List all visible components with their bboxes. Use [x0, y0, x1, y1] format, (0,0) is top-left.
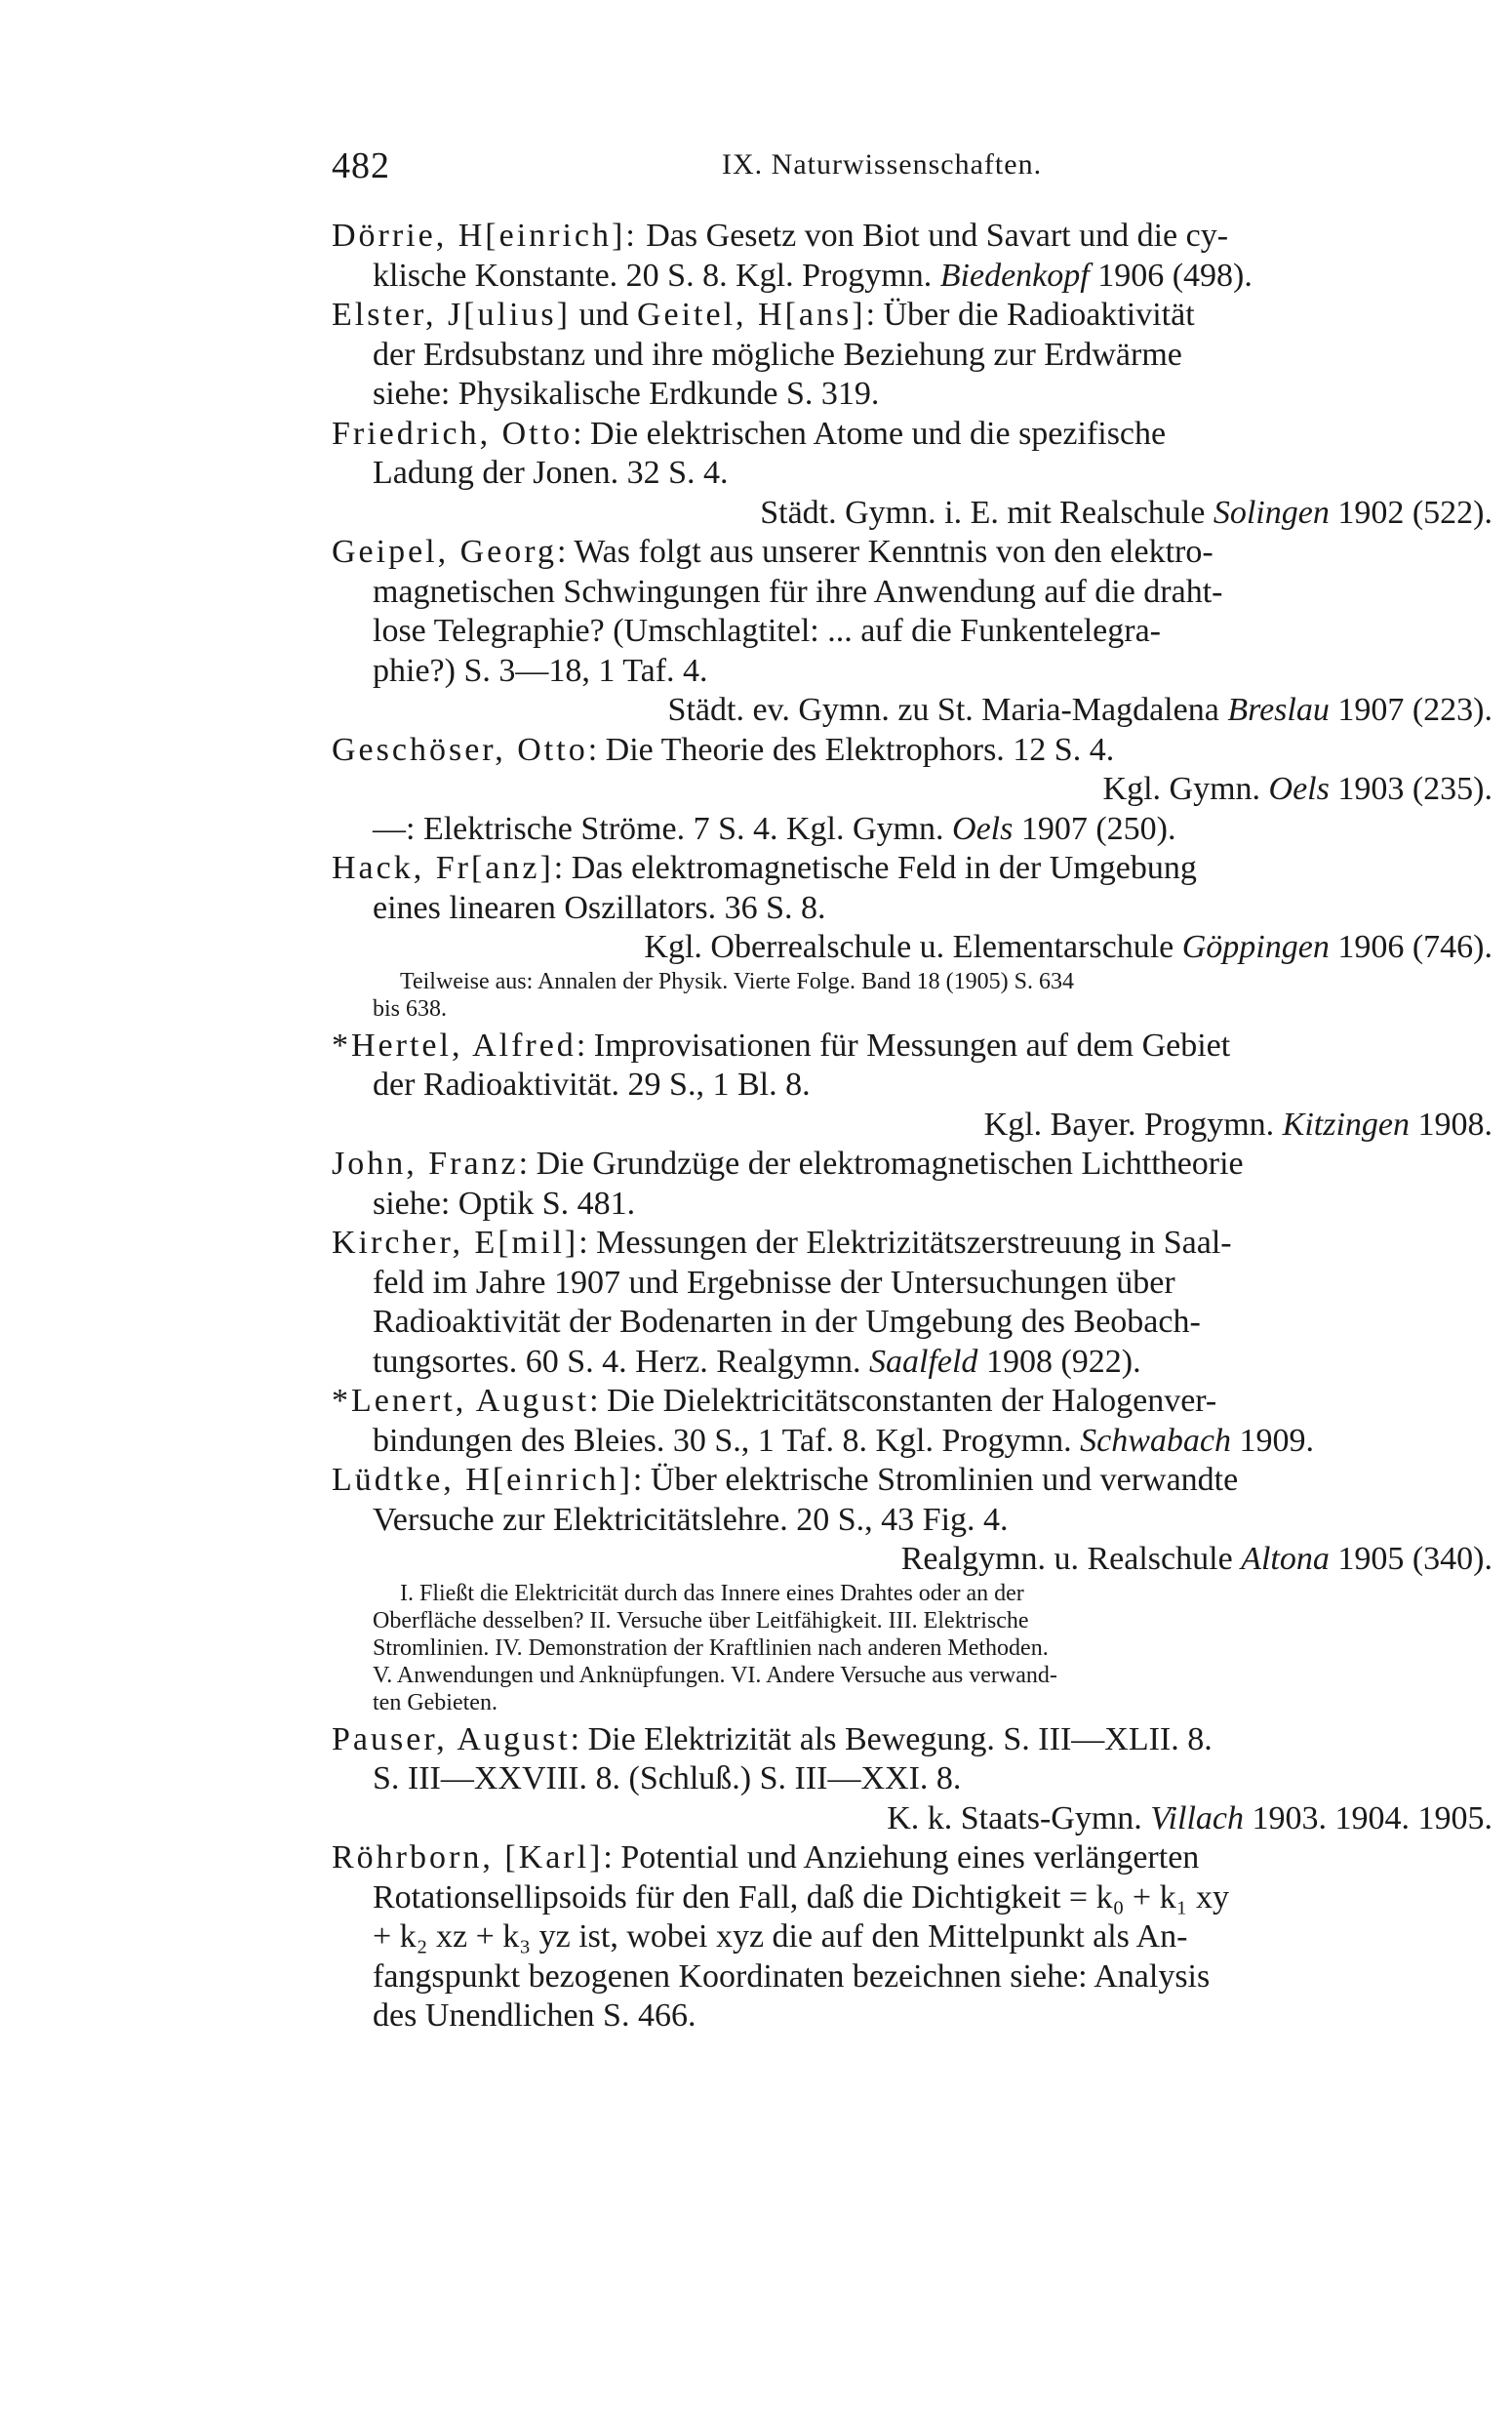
- entry-school: Kgl. Oberrealschule u. Elementarschule: [644, 929, 1182, 965]
- entry-title: : Die Elektrizität als Bewegung. S. III—XLII. 8.: [570, 1720, 1213, 1757]
- entry-doerrie: [332, 217, 1492, 296]
- entry-school: Realgymn. u. Realschule: [900, 1541, 1242, 1577]
- entry-kircher: [332, 1224, 1492, 1382]
- entry-author: Hack, Fr[anz]: [332, 850, 554, 886]
- entry-friedrich: [332, 415, 1492, 534]
- entry-title-cont: Versuche zur Elektricitätslehre. 20 S., 43 Fig. 4.: [373, 1501, 1009, 1538]
- entry-author: Friedrich, Otto: [332, 415, 574, 452]
- entry-author: Kircher, E[mil]: [332, 1225, 579, 1261]
- entry-year: 1908 (922).: [977, 1343, 1141, 1380]
- entry-place: Oels: [952, 810, 1014, 847]
- entry-title-cont: fangspunkt bezogenen Koordinaten bezeichnen siehe: Analysis: [373, 1957, 1211, 1995]
- entry-author: Pauser, August: [332, 1720, 571, 1757]
- entry-title-cont: feld im Jahre 1907 und Ergebnisse der Untersuchungen über: [373, 1264, 1175, 1301]
- entry-pauser: [332, 1720, 1492, 1839]
- entry-author: Geipel, Georg: [332, 534, 557, 570]
- entry-year: 1908.: [1410, 1106, 1492, 1143]
- entry-school: Kgl. Gymn.: [1102, 771, 1269, 807]
- entry-author: Dörrie, H[einrich]:: [332, 218, 638, 254]
- entry-details: phie?) S. 3—18, 1 Taf. 4.: [373, 652, 708, 689]
- entry-year: 1906 (746).: [1329, 929, 1492, 965]
- entry-title: : Messungen der Elektrizitätszerstreuung in Saal-: [578, 1225, 1232, 1261]
- entry-place: Solingen: [1213, 494, 1330, 531]
- entry-author: Lüdtke, H[einrich]: [332, 1462, 633, 1498]
- entry-title: : Die Theorie des Elektrophors. 12 S. 4.: [587, 731, 1115, 768]
- entry-title: : Über die Radioaktivität: [865, 297, 1195, 333]
- running-head: IX. Naturwissenschaften.: [722, 148, 1043, 181]
- entry-title-cont: + k₂ xz + k₃ yz ist, wobei xyz die auf den Mittelpunkt als An-: [373, 1918, 1188, 1955]
- page-header: [332, 144, 1492, 193]
- entry-note-cont: Oberfläche desselben? II. Versuche über Leitfähigkeit. III. Elektrische: [373, 1607, 1029, 1634]
- entry-year: 1905 (340).: [1329, 1541, 1492, 1577]
- entry-year: 1907 (250).: [1013, 810, 1176, 847]
- page-number: 482: [332, 145, 390, 186]
- entry-title-cont: der Erdsubstanz und ihre mögliche Beziehung zur Erdwärme: [373, 336, 1182, 373]
- entry-title: : Was folgt aus unserer Kenntnis von den elektro-: [556, 534, 1214, 570]
- entry-title-cont: Radioaktivität der Bodenarten in der Umgebung des Beobach-: [373, 1304, 1201, 1340]
- entry-geschoeser-2: [332, 810, 1492, 850]
- entry-roehrborn: [332, 1838, 1492, 2037]
- entry-luedtke: [332, 1461, 1492, 1716]
- entry-place: Kitzingen: [1282, 1106, 1410, 1143]
- entry-year: 1909.: [1230, 1422, 1314, 1459]
- entry-title: : Das elektromagnetische Feld in der Umgebung: [553, 850, 1197, 886]
- entry-place: Biedenkopf: [939, 257, 1090, 294]
- entry-title: : Die Dielektricitätsconstanten der Halogenver-: [589, 1383, 1217, 1419]
- entry-details: S. III—XXVIII. 8. (Schluß.) S. III—XXI. 8.: [373, 1760, 962, 1796]
- entry-crossref: des Unendlichen S. 466.: [373, 1997, 696, 2034]
- entry-year: 1903 (235).: [1329, 771, 1492, 807]
- entry-elster-geitel: [332, 296, 1492, 415]
- entry-title: Das Gesetz von Biot und Savart und die cy-: [637, 218, 1229, 254]
- entry-author: Geschöser, Otto: [332, 731, 588, 768]
- entry-author-2: Geitel, H[ans]: [636, 297, 866, 333]
- entry-details: klische Konstante. 20 S. 8. Kgl. Progymn.: [373, 257, 940, 294]
- entry-title: : Die Grundzüge der elektromagnetischen Lichttheorie: [518, 1146, 1244, 1182]
- entry-author: John, Franz: [332, 1146, 519, 1182]
- entry-place: Altona: [1241, 1541, 1330, 1577]
- entry-school: Städt. Gymn. i. E. mit Realschule: [760, 494, 1214, 531]
- entry-title: : Die elektrischen Atome und die spezifische: [573, 415, 1167, 452]
- entry-geipel: [332, 533, 1492, 731]
- entry-conjunction: und: [570, 297, 637, 333]
- entry-author: *Hertel, Alfred: [332, 1027, 577, 1064]
- entry-note-cont: bis 638.: [373, 995, 448, 1022]
- entry-title-cont: eines linearen Oszillators. 36 S. 8.: [373, 889, 826, 926]
- entry-place: Göppingen: [1181, 929, 1330, 965]
- entry-place: Schwabach: [1080, 1422, 1231, 1459]
- entry-place: Villach: [1150, 1799, 1244, 1836]
- entry-title: : Improvisationen für Messungen auf dem Gebiet: [576, 1027, 1231, 1064]
- entry-details: tungsortes. 60 S. 4. Herz. Realgymn.: [373, 1343, 869, 1380]
- entry-title: : Über elektrische Stromlinien und verwandte: [632, 1462, 1239, 1498]
- entry-place: Breslau: [1227, 692, 1330, 728]
- entry-john: [332, 1145, 1492, 1224]
- entry-year: 1907 (223).: [1329, 692, 1492, 728]
- entry-note: I. Fließt die Elektricität durch das Innere eines Drahtes oder an der: [400, 1580, 1024, 1606]
- entry-note-cont: V. Anwendungen und Anknüpfungen. VI. Andere Versuche aus verwand-: [373, 1662, 1057, 1688]
- entry-school: Kgl. Bayer. Progymn.: [983, 1106, 1283, 1143]
- entry-hack: [332, 849, 1492, 1023]
- entry-title-cont: Rotationsellipsoids für den Fall, daß die Dichtigkeit = k₀ + k₁ xy: [373, 1878, 1229, 1916]
- entry-hertel: [332, 1027, 1492, 1146]
- entry-note: Teilweise aus: Annalen der Physik. Vierte Folge. Band 18 (1905) S. 634: [400, 968, 1075, 994]
- entry-note-cont: ten Gebieten.: [373, 1689, 497, 1715]
- entry-geschoeser: [332, 731, 1492, 810]
- entry-title-cont: Ladung der Jonen. 32 S. 4.: [373, 455, 729, 491]
- entry-school: Städt. ev. Gymn. zu St. Maria-Magdalena: [667, 692, 1228, 728]
- entry-title: —: Elektrische Ströme. 7 S. 4. Kgl. Gymn.: [373, 810, 953, 847]
- entry-crossref: siehe: Physikalische Erdkunde S. 319.: [373, 376, 880, 412]
- entry-note-cont: Stromlinien. IV. Demonstration der Kraftlinien nach anderen Methoden.: [373, 1634, 1049, 1661]
- bibliography-list: [332, 217, 1492, 2037]
- entry-school: K. k. Staats-Gymn.: [887, 1799, 1151, 1836]
- entry-author: Röhrborn, [Karl]: [332, 1839, 604, 1876]
- entry-year: 1903. 1904. 1905.: [1244, 1799, 1492, 1836]
- entry-crossref: siehe: Optik S. 481.: [373, 1185, 636, 1222]
- entry-place: Saalfeld: [869, 1343, 978, 1380]
- entry-title-cont: lose Telegraphie? (Umschlagtitel: ... auf die Funkentelegra-: [373, 613, 1161, 649]
- entry-lenert: [332, 1382, 1492, 1461]
- entry-title-cont: magnetischen Schwingungen für ihre Anwendung auf die draht-: [373, 573, 1223, 610]
- entry-details: bindungen des Bleies. 30 S., 1 Taf. 8. Kgl. Progymn.: [373, 1422, 1081, 1459]
- entry-author: *Lenert, August: [332, 1383, 590, 1419]
- entry-year: 1902 (522).: [1329, 494, 1492, 531]
- entry-year: 1906 (498).: [1089, 257, 1253, 294]
- entry-title-cont: der Radioaktivität. 29 S., 1 Bl. 8.: [373, 1067, 811, 1103]
- entry-place: Oels: [1268, 771, 1330, 807]
- entry-title: : Potential und Anziehung eines verlängerten: [603, 1839, 1200, 1876]
- entry-author: Elster, J[ulius]: [332, 297, 571, 333]
